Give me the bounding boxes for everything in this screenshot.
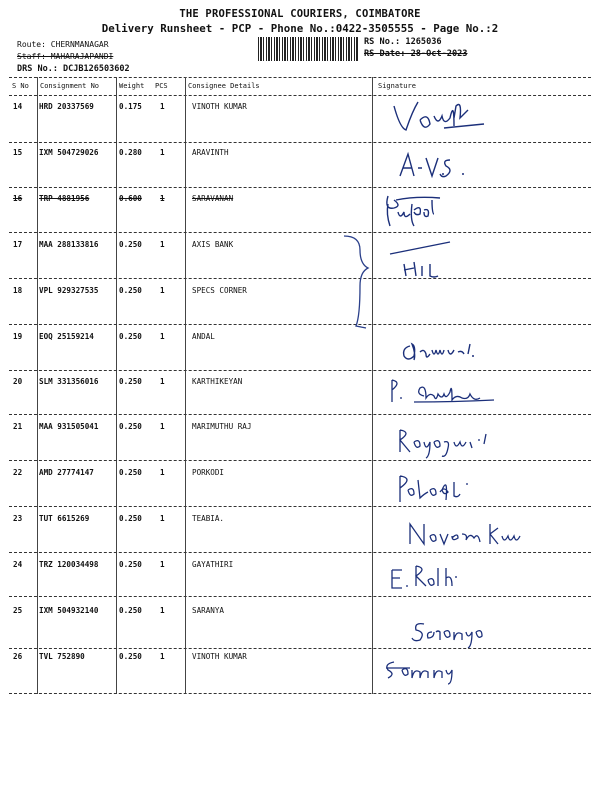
row-consignment: IXM 504729026 bbox=[39, 148, 99, 157]
row-pcs: 1 bbox=[160, 468, 165, 477]
row-consignee: GAYATHIRI bbox=[192, 560, 234, 569]
col-divider bbox=[372, 77, 373, 694]
row-sno: 22 bbox=[13, 468, 23, 477]
signature-image bbox=[374, 236, 590, 278]
row-consignment: TRP 4881956 bbox=[39, 194, 90, 203]
row-consignee: PORKODI bbox=[192, 468, 225, 477]
row-pcs: 1 bbox=[160, 606, 165, 615]
row-consignment: AMD 27774147 bbox=[39, 468, 94, 477]
row-pcs: 1 bbox=[160, 102, 165, 111]
row-pcs: 1 bbox=[160, 377, 165, 386]
table-bottom-rule bbox=[9, 693, 591, 694]
row-divider bbox=[9, 460, 591, 461]
signature-image bbox=[374, 650, 590, 692]
row-sno: 24 bbox=[13, 560, 23, 569]
row-sno: 25 bbox=[13, 606, 23, 615]
row-sno: 17 bbox=[13, 240, 23, 249]
row-weight: 0.250 bbox=[119, 286, 142, 295]
row-pcs: 1 bbox=[160, 240, 165, 249]
row-sno: 26 bbox=[13, 652, 23, 661]
table-top-rule bbox=[9, 77, 591, 78]
row-consignment: TVL 752890 bbox=[39, 652, 85, 661]
row-consignee: KARTHIKEYAN bbox=[192, 377, 243, 386]
row-divider bbox=[9, 414, 591, 415]
route-label: Route: CHERNMANAGAR bbox=[17, 40, 109, 49]
row-consignee: AXIS BANK bbox=[192, 240, 234, 249]
row-consignment: IXM 504932140 bbox=[39, 606, 99, 615]
row-weight: 0.250 bbox=[119, 422, 142, 431]
row-divider bbox=[9, 506, 591, 507]
row-consignee: ANDAL bbox=[192, 332, 215, 341]
row-consignment: TUT 6615269 bbox=[39, 514, 90, 523]
row-divider bbox=[9, 187, 591, 188]
signature-image bbox=[374, 514, 590, 556]
row-consignment: HRD 20337569 bbox=[39, 102, 94, 111]
bracket-mark bbox=[340, 232, 374, 332]
row-sno: 21 bbox=[13, 422, 23, 431]
row-pcs: 1 bbox=[160, 194, 165, 203]
row-sno: 15 bbox=[13, 148, 23, 157]
row-consignment: EOQ 25159214 bbox=[39, 332, 94, 341]
row-consignee: VINOTH KUMAR bbox=[192, 652, 247, 661]
signature-image bbox=[374, 332, 590, 374]
row-divider bbox=[9, 552, 591, 553]
row-divider bbox=[9, 324, 591, 325]
row-divider bbox=[9, 648, 591, 649]
row-weight: 0.600 bbox=[119, 194, 142, 203]
row-pcs: 1 bbox=[160, 148, 165, 157]
rs-number: RS No.: 1265036 bbox=[364, 37, 442, 47]
signature-image bbox=[374, 468, 590, 510]
staff-label: Staff: MAHARAJAPANDI bbox=[17, 52, 114, 61]
company-title: THE PROFESSIONAL COURIERS, COIMBATORE bbox=[179, 8, 421, 20]
row-weight: 0.250 bbox=[119, 332, 142, 341]
row-weight: 0.280 bbox=[119, 148, 142, 157]
col-divider bbox=[37, 77, 38, 694]
row-divider bbox=[9, 596, 591, 597]
row-weight: 0.250 bbox=[119, 606, 142, 615]
signature-image bbox=[374, 610, 590, 652]
row-weight: 0.250 bbox=[119, 560, 142, 569]
row-consignment: VPL 929327535 bbox=[39, 286, 99, 295]
row-pcs: 1 bbox=[160, 286, 165, 295]
row-weight: 0.250 bbox=[119, 377, 142, 386]
signature-image bbox=[374, 146, 590, 188]
row-consignee: MARIMUTHU RAJ bbox=[192, 422, 252, 431]
row-divider bbox=[9, 232, 591, 233]
row-weight: 0.250 bbox=[119, 240, 142, 249]
row-pcs: 1 bbox=[160, 560, 165, 569]
col-header-pcs: PCS bbox=[155, 82, 168, 90]
row-pcs: 1 bbox=[160, 514, 165, 523]
row-pcs: 1 bbox=[160, 332, 165, 341]
runsheet-subtitle: Delivery Runsheet - PCP - Phone No.:0422-3505555 - Page No.:2 bbox=[101, 22, 499, 35]
rs-date: RS Date: 28-Oct-2023 bbox=[364, 49, 468, 59]
row-consignment: MAA 931505041 bbox=[39, 422, 99, 431]
row-consignee: SPECS CORNER bbox=[192, 286, 247, 295]
row-sno: 23 bbox=[13, 514, 23, 523]
row-consignee: ARAVINTH bbox=[192, 148, 229, 157]
row-consignment: SLM 331356016 bbox=[39, 377, 99, 386]
row-weight: 0.250 bbox=[119, 652, 142, 661]
col-header-signature: Signature bbox=[378, 82, 416, 90]
row-pcs: 1 bbox=[160, 652, 165, 661]
row-divider bbox=[9, 142, 591, 143]
col-divider bbox=[116, 77, 117, 694]
signature-image bbox=[374, 98, 590, 140]
row-sno: 14 bbox=[13, 102, 23, 111]
col-header-consignment: Consignment No bbox=[40, 82, 100, 90]
row-sno: 20 bbox=[13, 377, 23, 386]
row-consignee: TEABIA. bbox=[192, 514, 225, 523]
signature-image bbox=[374, 558, 590, 600]
table-header-rule bbox=[9, 95, 591, 96]
row-weight: 0.175 bbox=[119, 102, 142, 111]
signature-image bbox=[374, 420, 590, 462]
row-consignment: TRZ 120034498 bbox=[39, 560, 99, 569]
col-header-sno: S No bbox=[12, 82, 29, 90]
row-consignment: MAA 288133816 bbox=[39, 240, 99, 249]
row-sno: 18 bbox=[13, 286, 23, 295]
row-divider bbox=[9, 278, 591, 279]
row-sno: 16 bbox=[13, 194, 23, 203]
row-pcs: 1 bbox=[160, 422, 165, 431]
row-divider bbox=[9, 370, 591, 371]
drs-number: DRS No.: DCJB126503602 bbox=[17, 64, 130, 74]
signature-image bbox=[374, 372, 590, 414]
row-sno: 19 bbox=[13, 332, 23, 341]
col-header-weight: Weight bbox=[119, 82, 145, 90]
barcode bbox=[258, 37, 358, 61]
row-consignee: VINOTH KUMAR bbox=[192, 102, 247, 111]
row-weight: 0.250 bbox=[119, 514, 142, 523]
signature-image bbox=[374, 190, 590, 232]
row-consignee: SARANYA bbox=[192, 606, 225, 615]
col-header-consignee: Consignee Details bbox=[188, 82, 260, 90]
col-divider bbox=[185, 77, 186, 694]
row-consignee: SARAVANAN bbox=[192, 194, 234, 203]
row-weight: 0.250 bbox=[119, 468, 142, 477]
